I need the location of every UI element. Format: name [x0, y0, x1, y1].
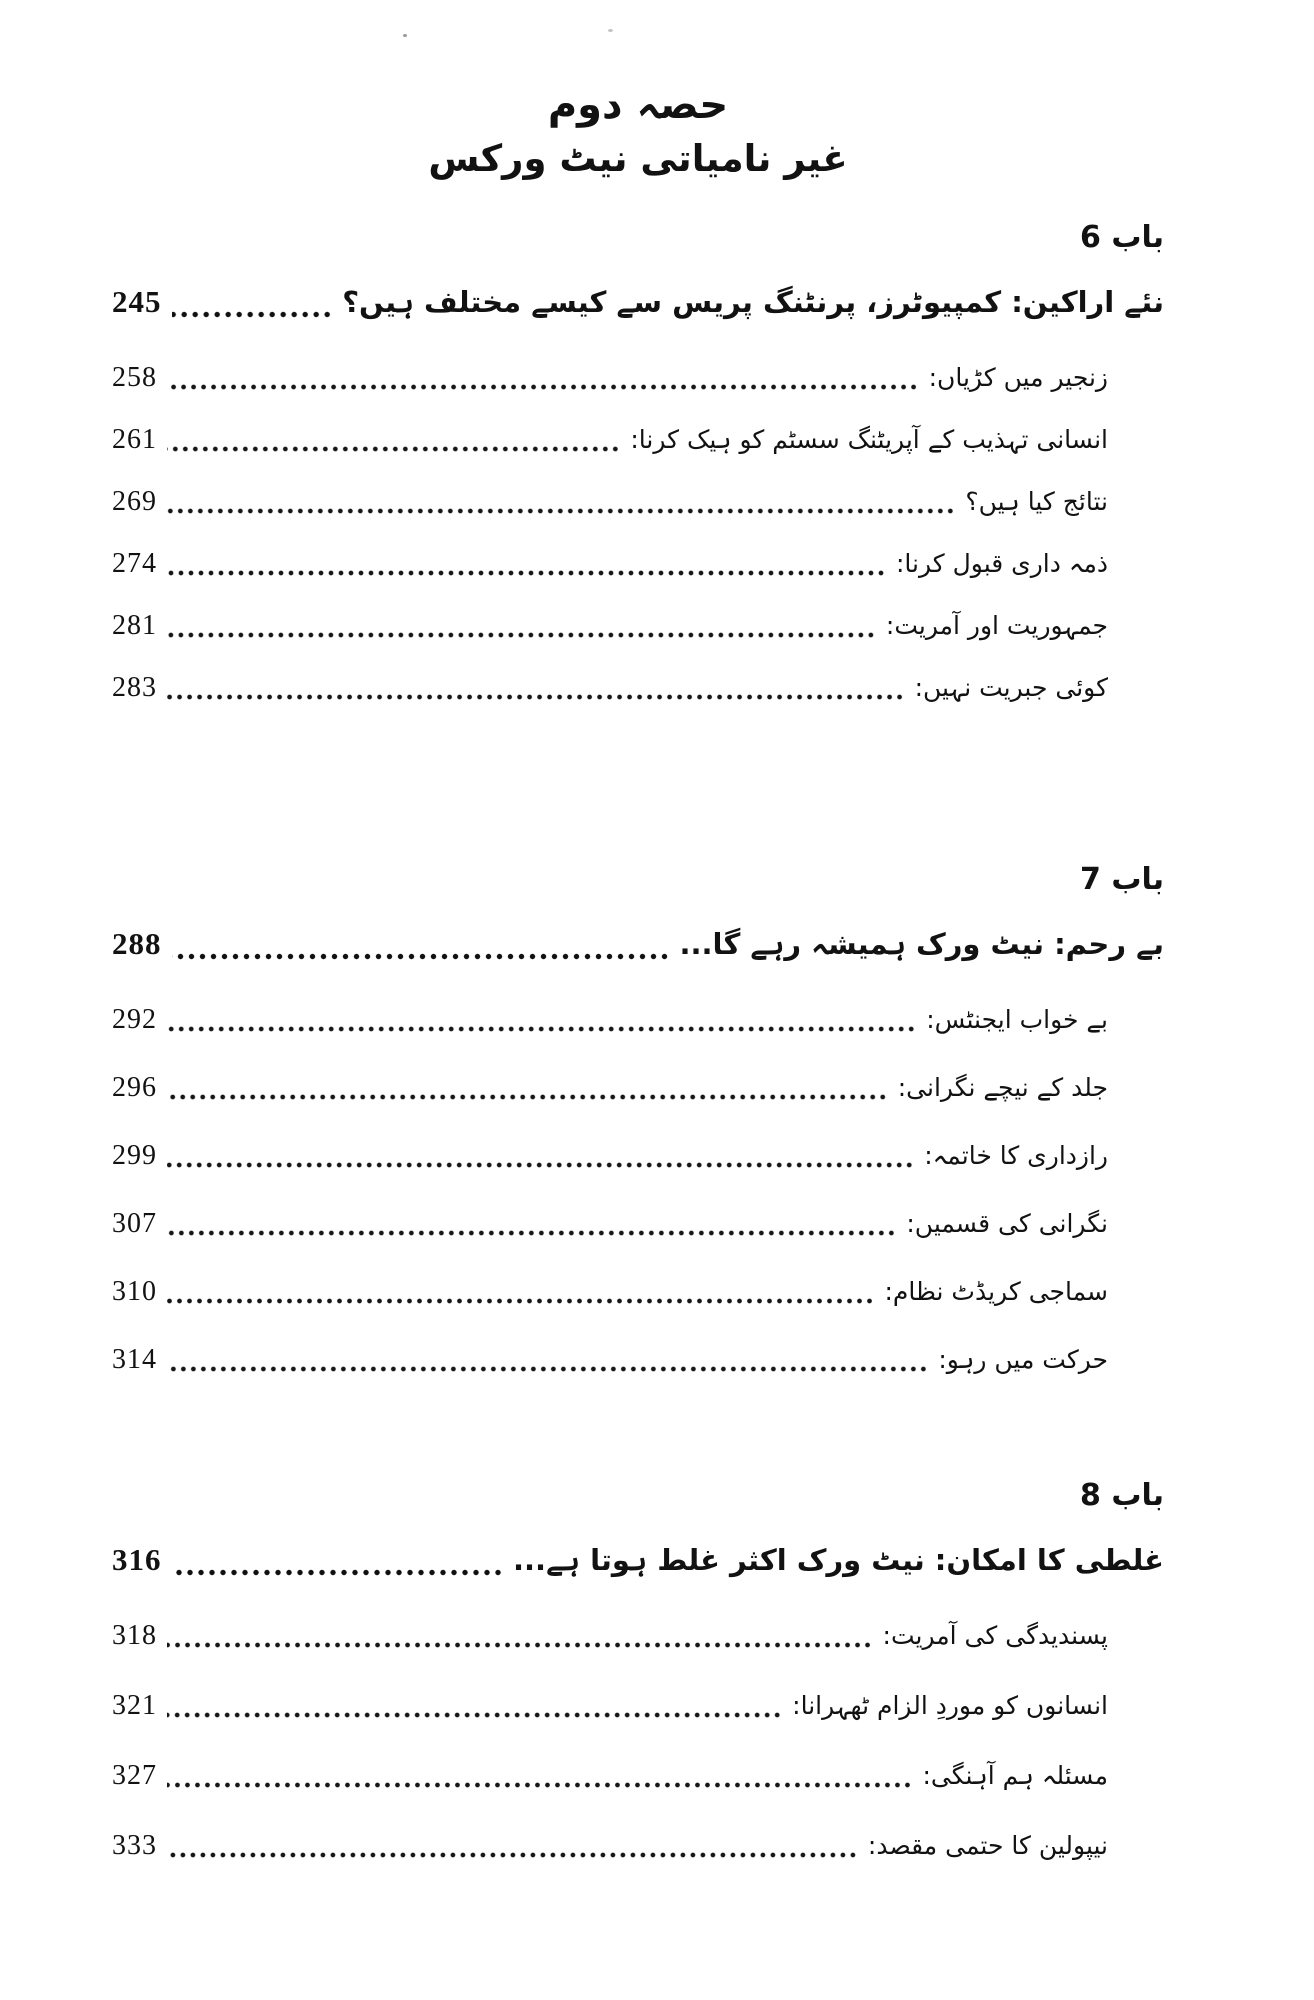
toc-entry: [112, 542, 1164, 586]
toc-entry: [112, 1270, 1164, 1314]
toc-entry-page: 333: [112, 1830, 157, 1861]
dot-leader: [167, 566, 886, 578]
toc-entry-page: 310: [112, 1276, 157, 1307]
dot-leader: [167, 1090, 888, 1102]
toc-entry-page: 258: [112, 362, 157, 393]
toc-entry: [112, 356, 1164, 400]
dot-leader: [167, 1362, 928, 1374]
toc-entry: [112, 418, 1164, 462]
toc-entry-page: 299: [112, 1140, 157, 1171]
toc-entry-title: انسانوں کو موردِ الزام ٹھہرانا:: [792, 1691, 1108, 1720]
chapter-8-page: 316: [112, 1542, 162, 1577]
toc-entry: [112, 1066, 1164, 1110]
chapter-7-title: بے رحم: نیٹ ورک ہمیشہ رہے گا...: [679, 927, 1164, 961]
chapter-6-label: باب 6: [1080, 220, 1164, 255]
toc-entry-page: 327: [112, 1760, 157, 1791]
toc-entry-title: زنجیر میں کڑیاں:: [928, 363, 1108, 392]
dot-leader: [167, 504, 955, 516]
scan-speck: [608, 29, 613, 32]
toc-entry: [112, 1134, 1164, 1178]
toc-entry-title: مسئلہ ہم آہنگی:: [922, 1761, 1108, 1790]
toc-entry-page: 274: [112, 548, 157, 579]
toc-entry-page: 296: [112, 1072, 157, 1103]
chapter-6-block: [112, 216, 1164, 710]
chapter-8-title: غلطی کا امکان: نیٹ ورک اکثر غلط ہوتا ہے...: [513, 1543, 1164, 1577]
part-subtitle: غیر نامیاتی نیٹ ورکس: [428, 137, 848, 180]
dot-leader: [167, 380, 919, 392]
toc-entry-title: جمہوریت اور آمریت:: [885, 611, 1108, 640]
dot-leader: [167, 1022, 916, 1034]
chapter-6-page: 245: [112, 284, 162, 319]
toc-entry: [112, 1754, 1164, 1798]
dot-leader: [167, 1848, 858, 1860]
part-header: [112, 78, 1164, 186]
scan-speck: [403, 34, 407, 37]
toc-entry-page: 307: [112, 1208, 157, 1239]
toc-entry-page: 321: [112, 1690, 157, 1721]
toc-entry-page: 261: [112, 424, 157, 455]
toc-entry: [112, 1202, 1164, 1246]
toc-entry-title: انسانی تہذیب کے آپریٹنگ سسٹم کو ہیک کرنا:: [630, 425, 1108, 454]
toc-entry-title: کوئی جبریت نہیں:: [914, 673, 1108, 702]
dot-leader: [167, 1158, 914, 1170]
chapter-6-title: نئے اراکین: کمپیوٹرز، پرنٹنگ پریس سے کیسے مختلف ہیں؟: [342, 285, 1164, 319]
toc-entry-title: پسندیدگی کی آمریت:: [882, 1621, 1108, 1650]
toc-entry-title: بے خواب ایجنٹس:: [926, 1005, 1108, 1034]
chapter-7-block: [112, 858, 1164, 1382]
dot-leader: [172, 950, 670, 962]
toc-entry: [112, 604, 1164, 648]
toc-entry-title: نگرانی کی قسمیں:: [906, 1209, 1108, 1238]
toc-entry: [112, 1614, 1164, 1658]
dot-leader: [172, 1566, 504, 1578]
toc-entry-page: 283: [112, 672, 157, 703]
part-title: حصہ دوم: [547, 82, 729, 128]
toc-entry-page: 314: [112, 1344, 157, 1375]
dot-leader: [167, 1226, 896, 1238]
chapter-8-entry: [112, 1532, 1164, 1588]
toc-entry: [112, 666, 1164, 710]
toc-entry-title: سماجی کریڈٹ نظام:: [884, 1277, 1108, 1306]
chapter-8-block: [112, 1474, 1164, 1868]
toc-entry-title: نیپولین کا حتمی مقصد:: [867, 1831, 1108, 1860]
chapter-7-label: باب 7: [1080, 862, 1164, 897]
toc-entry-page: 292: [112, 1004, 157, 1035]
toc-entry: [112, 998, 1164, 1042]
dot-leader: [167, 690, 905, 702]
chapter-7-entry: [112, 916, 1164, 972]
dot-leader: [172, 308, 333, 320]
toc-entry-page: 318: [112, 1620, 157, 1651]
chapter-7-page: 288: [112, 926, 162, 961]
toc-entry-title: نتائج کیا ہیں؟: [965, 487, 1108, 516]
dot-leader: [167, 442, 620, 454]
toc-entry: [112, 1684, 1164, 1728]
toc-entry: [112, 1824, 1164, 1868]
toc-entry: [112, 480, 1164, 524]
toc-entry-title: ذمہ داری قبول کرنا:: [896, 549, 1108, 578]
dot-leader: [167, 1778, 912, 1790]
chapter-8-label: باب 8: [1080, 1478, 1164, 1513]
toc-entry: [112, 1338, 1164, 1382]
chapter-6-entry: [112, 274, 1164, 330]
toc-entry-page: 281: [112, 610, 157, 641]
toc-entry-title: جلد کے نیچے نگرانی:: [897, 1073, 1108, 1102]
toc-entry-page: 269: [112, 486, 157, 517]
dot-leader: [167, 1294, 875, 1306]
dot-leader: [167, 628, 876, 640]
toc-entry-title: حرکت میں رہو:: [938, 1345, 1108, 1374]
dot-leader: [167, 1638, 873, 1650]
toc-entry-title: رازداری کا خاتمہ:: [924, 1141, 1108, 1170]
dot-leader: [167, 1708, 782, 1720]
